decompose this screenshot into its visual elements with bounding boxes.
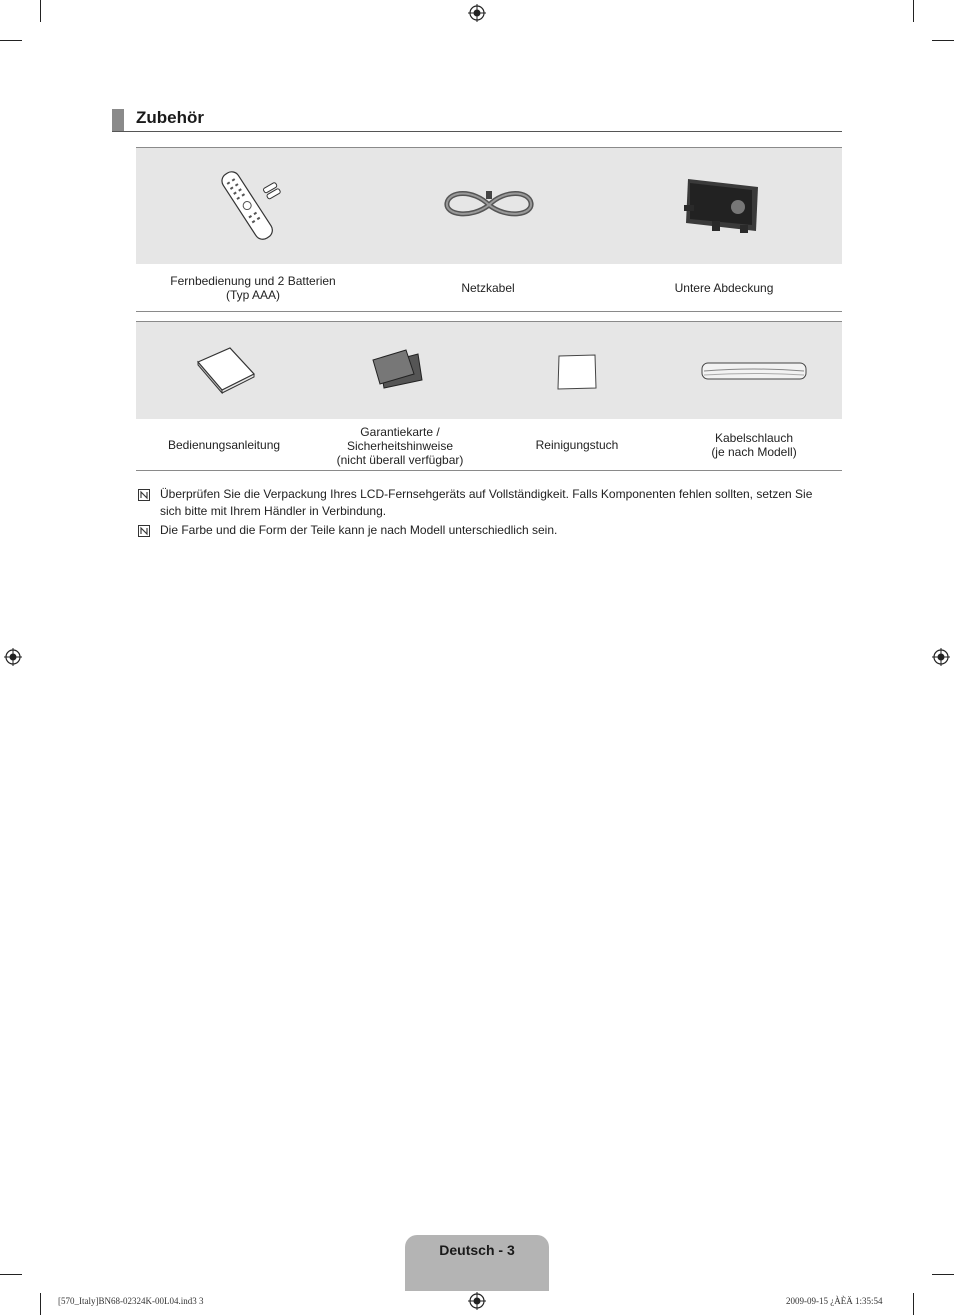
crop-mark (0, 40, 22, 41)
registration-mark-icon (932, 648, 950, 666)
caption-manual: Bedienungsanleitung (167, 438, 281, 452)
note-text: Die Farbe und die Form der Teile kann je nach Modell unterschiedlich sein. (160, 523, 558, 537)
cable-tie-icon (698, 359, 810, 383)
section-title-rule (112, 131, 842, 132)
print-slug-right: 2009-09-15 ¿ÀÈÄ 1:35:54 (786, 1296, 883, 1306)
registration-mark-icon (468, 4, 486, 22)
note-icon (138, 489, 150, 501)
section-title: Zubehör (136, 108, 204, 127)
warranty-card-icon (370, 346, 426, 390)
caption-cleaning-cloth: Reinigungstuch (535, 438, 619, 452)
remote-control-icon (208, 165, 288, 245)
crop-mark (40, 1293, 41, 1315)
table-rule (136, 311, 842, 312)
bottom-cover-icon (682, 175, 764, 237)
crop-mark (932, 40, 954, 41)
note-text: Überprüfen Sie die Verpackung Ihres LCD-Fernsehgeräts auf Vollständigkeit. Falls Komponenten fehlen sollten, setzen Sie sich bitte mit Ihrem Händler in Verbindung. (160, 487, 813, 518)
caption-remote-control: Fernbedienung und 2 Batterien (Typ AAA) (170, 274, 336, 302)
registration-mark-icon (4, 648, 22, 666)
crop-mark (40, 0, 41, 22)
power-cord-icon (443, 185, 535, 225)
registration-mark-icon (468, 1292, 486, 1310)
note-icon (138, 525, 150, 537)
caption-warranty-card: Garantiekarte / Sicherheitshinweise (nicht überall verfügbar) (336, 425, 464, 467)
print-slug-left: [570_Italy]BN68-02324K-00L04.ind3 3 (58, 1296, 204, 1306)
cleaning-cloth-icon (556, 353, 598, 391)
caption-power-cord: Netzkabel (461, 281, 515, 295)
crop-mark (913, 1293, 914, 1315)
page-number: Deutsch - 3 (439, 1242, 515, 1258)
caption-bottom-cover: Untere Abdeckung (674, 281, 774, 295)
crop-mark (932, 1274, 954, 1275)
caption-cable-tie: Kabelschlauch (je nach Modell) (711, 431, 797, 459)
crop-mark (913, 0, 914, 22)
section-title-marker (112, 109, 124, 131)
crop-mark (0, 1274, 22, 1275)
manual-icon (194, 344, 258, 394)
table-rule (136, 470, 842, 471)
